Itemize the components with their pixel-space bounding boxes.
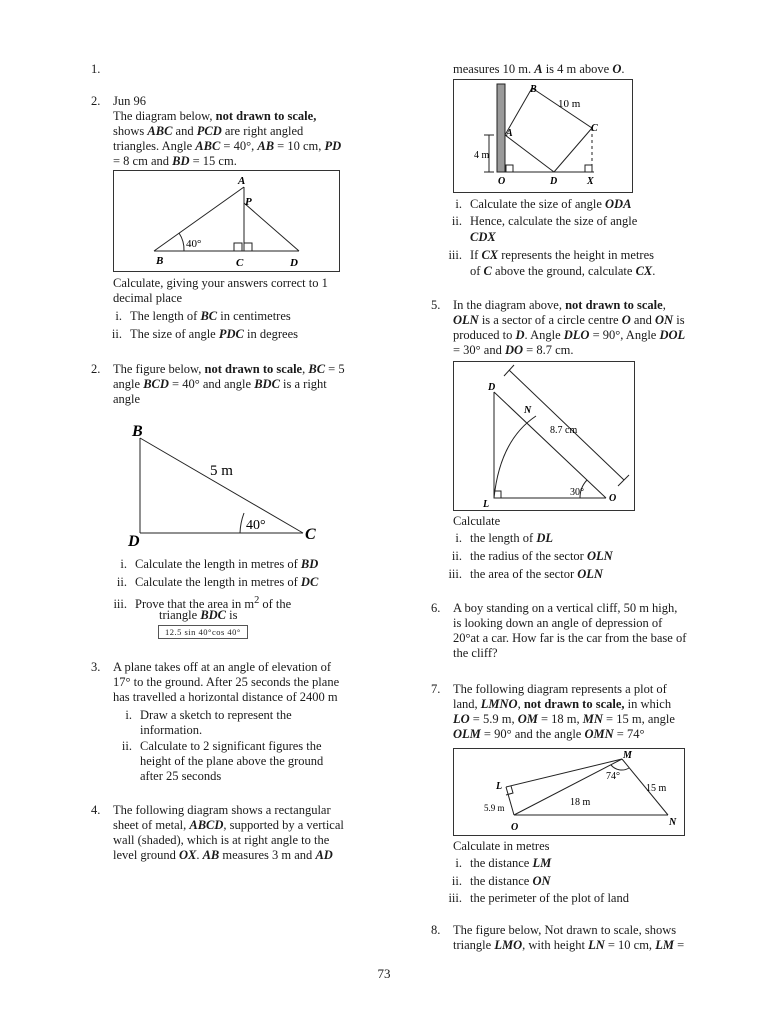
- fig-angle-74: 74°: [606, 771, 620, 782]
- fig-side-10m: 10 m: [558, 98, 581, 110]
- q3-line: has travelled a horizontal distance of 2400 m: [113, 690, 338, 704]
- question-2a-number: 2.: [91, 94, 101, 108]
- fig-label-b: B: [530, 84, 537, 95]
- fig-label-d: D: [488, 382, 496, 393]
- q2b-formula-box: 12.5 sin 40°cos 40°: [158, 625, 248, 639]
- q5-sub-ii: ii. the radius of the sector OLN: [451, 549, 613, 563]
- question-2a-text: [113, 94, 373, 169]
- fig-label-o: O: [609, 493, 617, 504]
- q4-line: level ground OX. AB measures 3 m and AD: [113, 848, 333, 862]
- q4-line: wall (shaded), which is at right angle to the: [113, 833, 330, 847]
- question-4-continued: measures 10 m. A is 4 m above O.: [453, 62, 625, 76]
- question-8-text: [453, 923, 715, 953]
- fig-length-8-7: 8.7 cm: [550, 425, 578, 436]
- figure-plot-lmno: [453, 748, 685, 836]
- fig-label-d: D: [128, 533, 140, 550]
- question-5-text: [453, 298, 715, 358]
- q5-sub-i: i. the length of DL: [455, 531, 553, 545]
- q3-line: 17° to the ground. After 25 seconds the plane: [113, 675, 340, 689]
- q7-sub-ii: ii. the distance ON: [451, 874, 551, 888]
- question-2a-instruction: [113, 276, 373, 306]
- q2a-line: The diagram below, not drawn to scale,: [113, 109, 317, 123]
- question-2b-text: [113, 362, 373, 407]
- fig-label-l: L: [483, 499, 490, 510]
- q2b-sub-ii: ii. Calculate the length in metres of DC: [116, 575, 319, 589]
- q5-line: produced to D. Angle DLO = 90°, Angle DOL: [453, 328, 686, 342]
- fig-lo-5-9: 5.9 m: [484, 803, 505, 813]
- question-4-text: [113, 803, 378, 863]
- q5-line: = 30° and DO = 8.7 cm.: [453, 343, 574, 357]
- q8-line: triangle LMO, with height LN = 10 cm, LM =: [453, 938, 685, 952]
- figure-sector-oln: [453, 361, 635, 511]
- fig-angle-40: 40°: [186, 238, 202, 250]
- q2b-sub-iii: iii. Prove that the area in $m^2$ of the: [113, 595, 292, 612]
- q5-line: In the diagram above, not drawn to scale,: [453, 298, 666, 312]
- q5-calculate: Calculate: [453, 514, 501, 528]
- q6-line: is looking down an angle of depression of: [453, 616, 663, 630]
- q3-sub-ii-cont2: after 25 seconds: [140, 769, 222, 783]
- q7-line: The following diagram represents a plot of: [453, 682, 667, 696]
- q2b-sub-i: i. Calculate the length in metres of BD: [120, 557, 319, 571]
- q2a-after-line: Calculate, giving your answers correct to 1: [113, 276, 328, 290]
- q3-line: A plane takes off at an angle of elevation of: [113, 660, 332, 674]
- q2a-line: shows ABC and PCD are right angled: [113, 124, 304, 138]
- q7-calculate: Calculate in metres: [453, 839, 550, 853]
- q4-line: sheet of metal, ABCD, supported by a vertical: [113, 818, 344, 832]
- question-6-number: 6.: [431, 601, 441, 615]
- fig-label-c: C: [236, 257, 244, 269]
- q4-sub-iii: iii. If CX represents the height in metres: [448, 248, 654, 262]
- figure-triangles-abc-pcd: [113, 170, 340, 272]
- page-number: 73: [377, 966, 391, 981]
- fig-label-c: C: [305, 526, 316, 543]
- fig-mn-15: 15 m: [646, 783, 667, 794]
- fig-label-o: O: [498, 176, 506, 187]
- question-4-number: 4.: [91, 803, 101, 817]
- fig-label-d: D: [550, 176, 558, 187]
- q7-sub-iii: iii. the perimeter of the plot of land: [448, 891, 629, 905]
- q3-sub-ii: ii. Calculate to 2 significant figures the: [121, 739, 322, 753]
- q2a-line: Jun 96: [113, 94, 146, 108]
- fig-label-a: A: [506, 128, 513, 139]
- fig-label-l: L: [496, 781, 503, 792]
- q8-line: The figure below, Not drawn to scale, shows: [453, 923, 677, 937]
- q6-line: A boy standing on a vertical cliff, 50 m high,: [453, 601, 678, 615]
- q5-line: OLN is a sector of a circle centre O and ON is: [453, 313, 685, 327]
- fig-label-d: D: [290, 257, 298, 269]
- q4-sub-ii: ii. Hence, calculate the size of angle: [451, 214, 638, 228]
- fig-label-b: B: [132, 423, 143, 440]
- question-7-number: 7.: [431, 682, 441, 696]
- q3-sub-i-cont: information.: [140, 723, 203, 737]
- fig-label-m: M: [623, 750, 632, 761]
- question-3-number: 3.: [91, 660, 101, 674]
- q7-line: land, LMNO, not drawn to scale, in which: [453, 697, 672, 711]
- q2b-line: angle BCD = 40° and angle BDC is a right: [113, 377, 327, 391]
- fig-label-n: N: [669, 817, 677, 828]
- figure-metal-sheet-wall: [453, 79, 633, 193]
- question-8-number: 8.: [431, 923, 441, 937]
- q2b-line: angle: [113, 392, 141, 406]
- question-2b-number: 2.: [91, 362, 101, 376]
- q7-sub-i: i. the distance LM: [455, 856, 552, 870]
- question-3-text: [113, 660, 373, 705]
- q6-line: the cliff?: [453, 646, 498, 660]
- q4-line: The following diagram shows a rectangular: [113, 803, 331, 817]
- q2a-after-line: decimal place: [113, 291, 183, 305]
- fig-label-o: O: [511, 822, 519, 833]
- q5-sub-iii: iii. the area of the sector OLN: [448, 567, 603, 581]
- question-1-number: 1.: [91, 62, 101, 76]
- q2a-sub-i: i. The length of BC in centimetres: [115, 309, 291, 323]
- fig-label-b: B: [156, 255, 164, 267]
- fig-height-4m: 4 m: [474, 150, 490, 161]
- q4-sub-iii-cont: of C above the ground, calculate CX.: [470, 264, 656, 278]
- q6-line: 20°at a car. How far is the car from the base of: [453, 631, 687, 645]
- fig-label-c: C: [591, 123, 598, 134]
- fig-angle-40: 40°: [246, 518, 266, 533]
- fig-label-n: N: [524, 405, 532, 416]
- q2b-sub-iii-cont: triangle BDC is: [159, 608, 238, 622]
- q3-sub-ii-cont: height of the plane above the ground: [140, 754, 324, 768]
- question-7-text: [453, 682, 715, 742]
- fig-label-x: X: [587, 176, 594, 187]
- q3-sub-i: i. Draw a sketch to represent the: [125, 708, 292, 722]
- q2a-sub-ii: ii. The size of angle PDC in degrees: [111, 327, 299, 341]
- q7-line: LO = 5.9 m, OM = 18 m, MN = 15 m, angle: [453, 712, 675, 726]
- fig-label-a: A: [238, 175, 246, 187]
- q2a-line: triangles. Angle ABC = 40°, AB = 10 cm, PD: [113, 139, 342, 153]
- fig-om-18: 18 m: [570, 797, 591, 808]
- question-5-number: 5.: [431, 298, 441, 312]
- question-6-text: [453, 601, 715, 661]
- q4-sub-i: i. Calculate the size of angle ODA: [455, 197, 632, 211]
- fig-side-5m: 5 m: [210, 463, 233, 479]
- q7-line: OLM = 90° and the angle OMN = 74°: [453, 727, 645, 741]
- figure-triangle-bdc: [118, 418, 358, 553]
- q2a-line: = 8 cm and BD = 15 cm.: [113, 154, 237, 168]
- fig-label-p: P: [245, 196, 252, 208]
- fig-angle-30: 30°: [570, 487, 584, 498]
- q2b-line: The figure below, not drawn to scale, BC = 5: [113, 362, 345, 376]
- q4-sub-ii-cont: CDX: [470, 230, 496, 244]
